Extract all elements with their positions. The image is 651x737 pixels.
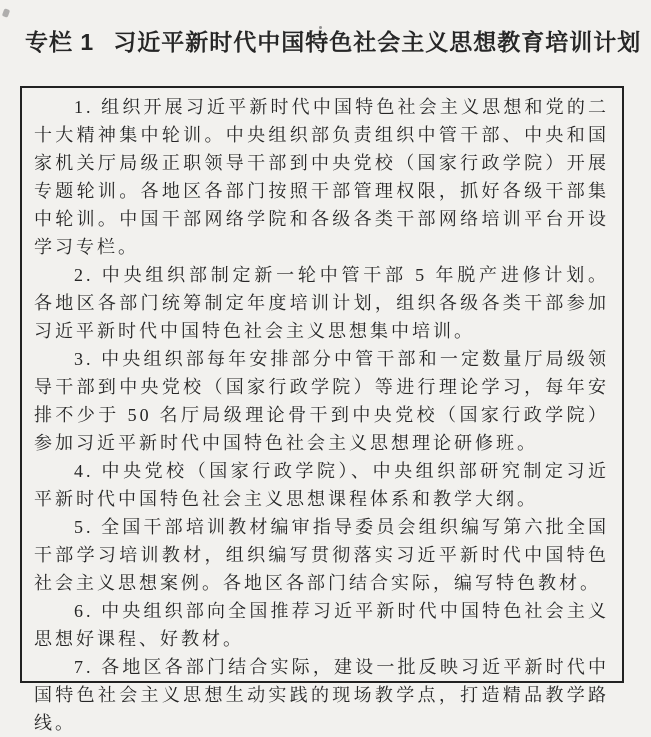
- content-box: [20, 86, 624, 733]
- paragraph-5: 5. 全国干部培训教材编审指导委员会组织编写第六批全国干部学习培训教材，组织编写贯彻落实习近平新时代中国特色社会主义思想案例。各地区各部门结合实际，编写特色教材。: [34, 517, 609, 593]
- paragraph-7: 7. 各地区各部门结合实际，建设一批反映习近平新时代中国特色社会主义思想生动实践的现场教学点，打造精品教学路线。: [34, 657, 609, 733]
- paragraph-6: 6. 中央组织部向全国推荐习近平新时代中国特色社会主义思想好课程、好教材。: [34, 601, 609, 649]
- paragraph-3: 3. 中央组织部每年安排部分中管干部和一定数量厅局级领导干部到中央党校（国家行政学院）等进行理论学习，每年安排不少于 50 名厅局级理论骨干到中央党校（国家行政学院）参加习近平新时代中国特色社会主义思想理论研修班。: [34, 349, 609, 453]
- paragraph-2: 2. 中央组织部制定新一轮中管干部 5 年脱产进修计划。各地区各部门统筹制定年度培训计划，组织各级各类干部参加习近平新时代中国特色社会主义思想集中培训。: [34, 265, 609, 341]
- column-title: 习近平新时代中国特色社会主义思想教育培训计划: [113, 29, 642, 55]
- paragraph-1: 1. 组织开展习近平新时代中国特色社会主义思想和党的二十大精神集中轮训。中央组织部负责组织中管干部、中央和国家机关厅局级正职领导干部到中央党校（国家行政学院）开展专题轮训。各地区各部门按照干部管理权限，抓好各级干部集中轮训。中国干部网络学院和各级各类干部网络培训平台开设学习专栏。: [34, 97, 609, 257]
- paragraph-4: 4. 中央党校（国家行政学院）、中央组织部研究制定习近平新时代中国特色社会主义思想课程体系和教学大纲。: [34, 461, 609, 509]
- column-heading: [25, 24, 641, 57]
- column-label: 专栏 1: [25, 29, 95, 55]
- scan-artifact: [2, 8, 10, 18]
